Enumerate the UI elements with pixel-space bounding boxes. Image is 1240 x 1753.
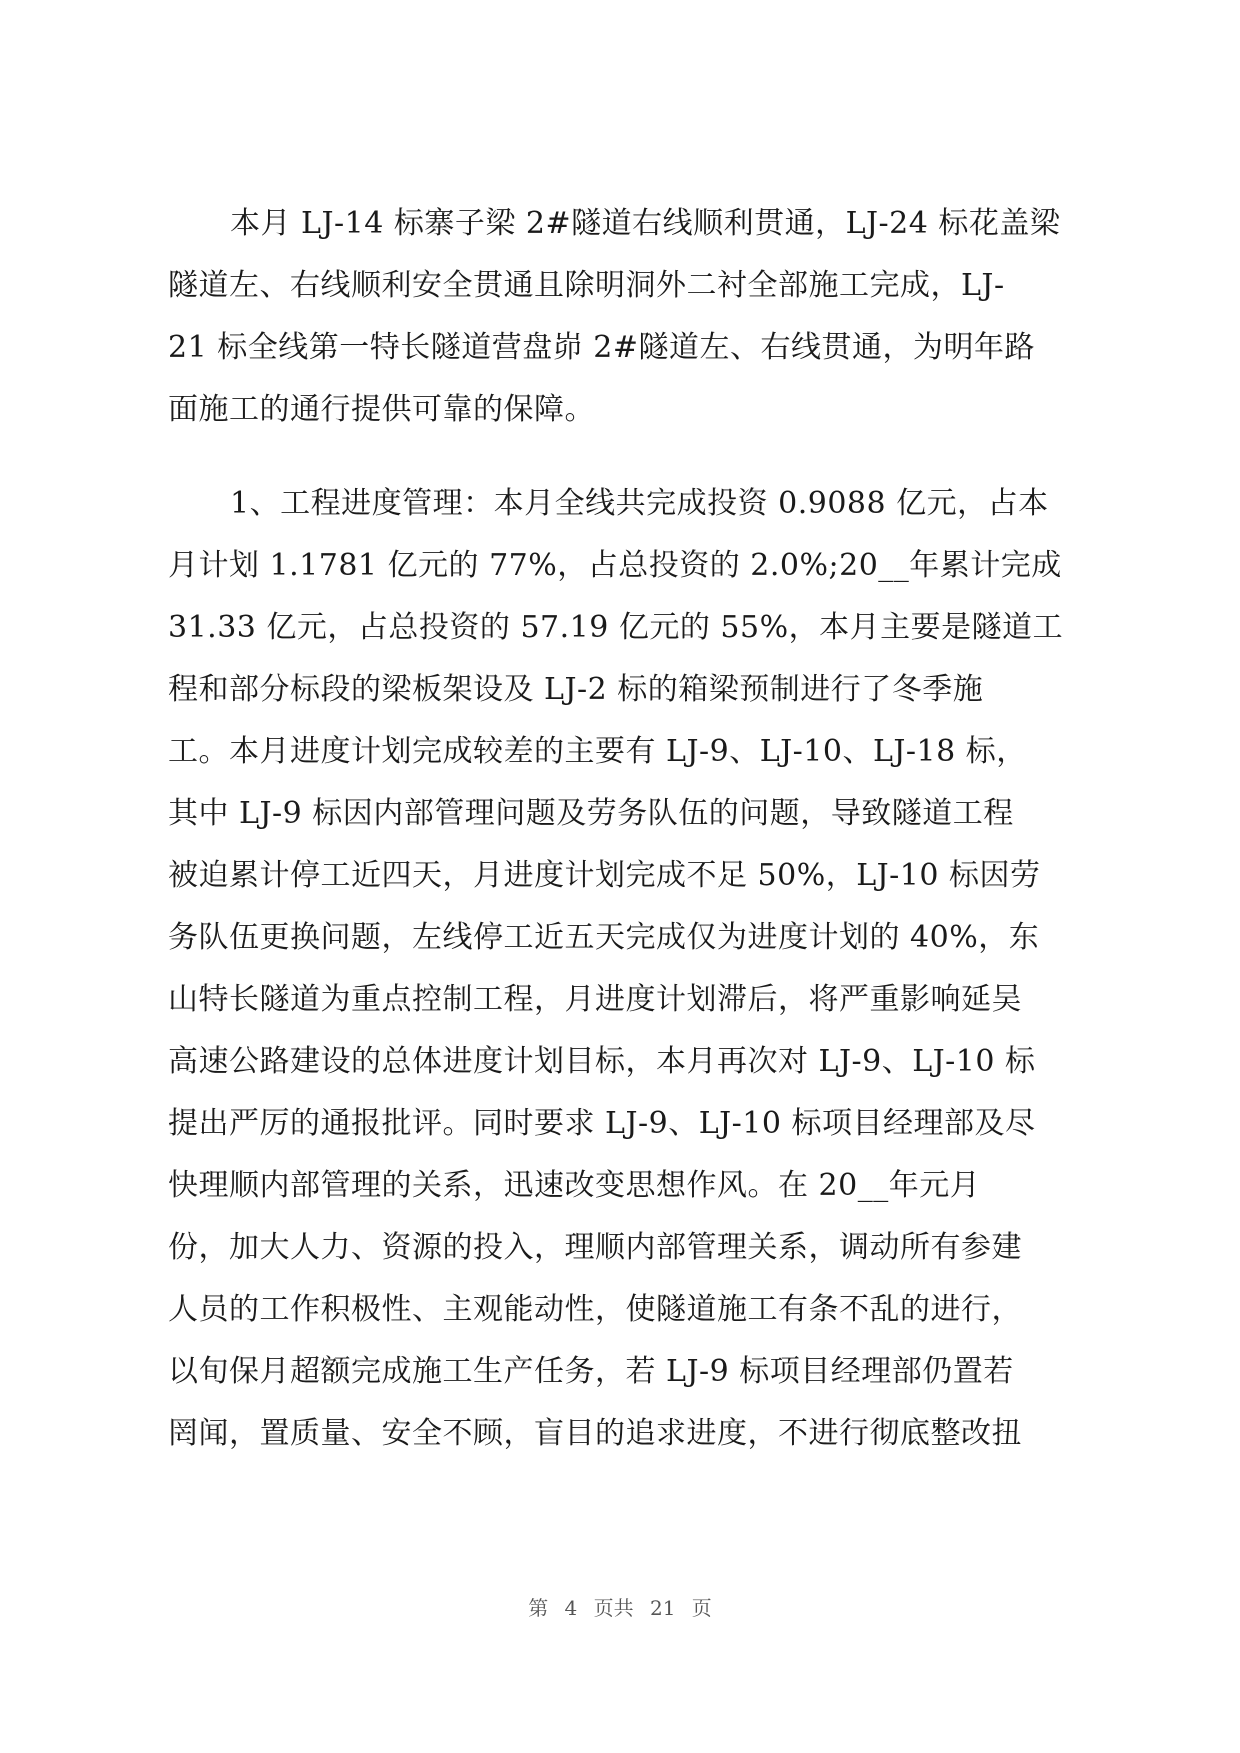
text-line: 工。本月进度计划完成较差的主要有 LJ-9、LJ-10、LJ-18 标， — [168, 734, 1027, 769]
text-line: 高速公路建设的总体进度计划目标，本月再次对 LJ-9、LJ-10 标 — [168, 1044, 1036, 1079]
text-line: 人员的工作积极性、主观能动性，使隧道施工有条不乱的进行， — [168, 1292, 1022, 1327]
page-footer: 第 4 页共 21 页 — [528, 1596, 712, 1620]
text-line: 21 标全线第一特长隧道营盘峁 2#隧道左、右线贯通，为明年路 — [168, 330, 1035, 365]
text-line: 务队伍更换问题，左线停工近五天完成仅为进度计划的 40%，东 — [168, 920, 1040, 955]
text-line: 程和部分标段的梁板架设及 LJ-2 标的箱梁预制进行了冬季施 — [168, 672, 984, 707]
text-line: 被迫累计停工近四天，月进度计划完成不足 50%，LJ-10 标因劳 — [168, 858, 1041, 893]
text-line: 提出严厉的通报批评。同时要求 LJ-9、LJ-10 标项目经理部及尽 — [168, 1106, 1036, 1141]
text-line: 以旬保月超额完成施工生产任务，若 LJ-9 标项目经理部仍置若 — [168, 1354, 1014, 1389]
text-line: 山特长隧道为重点控制工程，月进度计划滞后，将严重影响延吴 — [168, 982, 1022, 1017]
text-line: 其中 LJ-9 标因内部管理问题及劳务队伍的问题，导致隧道工程 — [168, 796, 1014, 831]
text-line: 快理顺内部管理的关系，迅速改变思想作风。在 20__年元月 — [168, 1168, 981, 1203]
text-line: 罔闻，置质量、安全不顾，盲目的追求进度，不进行彻底整改扭 — [168, 1416, 1022, 1451]
text-line: 31.33 亿元，占总投资的 57.19 亿元的 55%，本月主要是隧道工 — [168, 610, 1064, 645]
text-line: 本月 LJ-14 标寨子梁 2#隧道右线顺利贯通，LJ-24 标花盖梁 — [230, 206, 1061, 241]
text-line: 份，加大人力、资源的投入，理顺内部管理关系，调动所有参建 — [168, 1230, 1022, 1265]
text-line: 月计划 1.1781 亿元的 77%，占总投资的 2.0%;20__年累计完成 — [168, 548, 1062, 583]
text-line: 1、工程进度管理：本月全线共完成投资 0.9088 亿元，占本 — [230, 486, 1049, 521]
text-line: 隧道左、右线顺利安全贯通且除明洞外二衬全部施工完成，LJ- — [168, 268, 1005, 303]
text-line: 面施工的通行提供可靠的保障。 — [168, 392, 595, 427]
